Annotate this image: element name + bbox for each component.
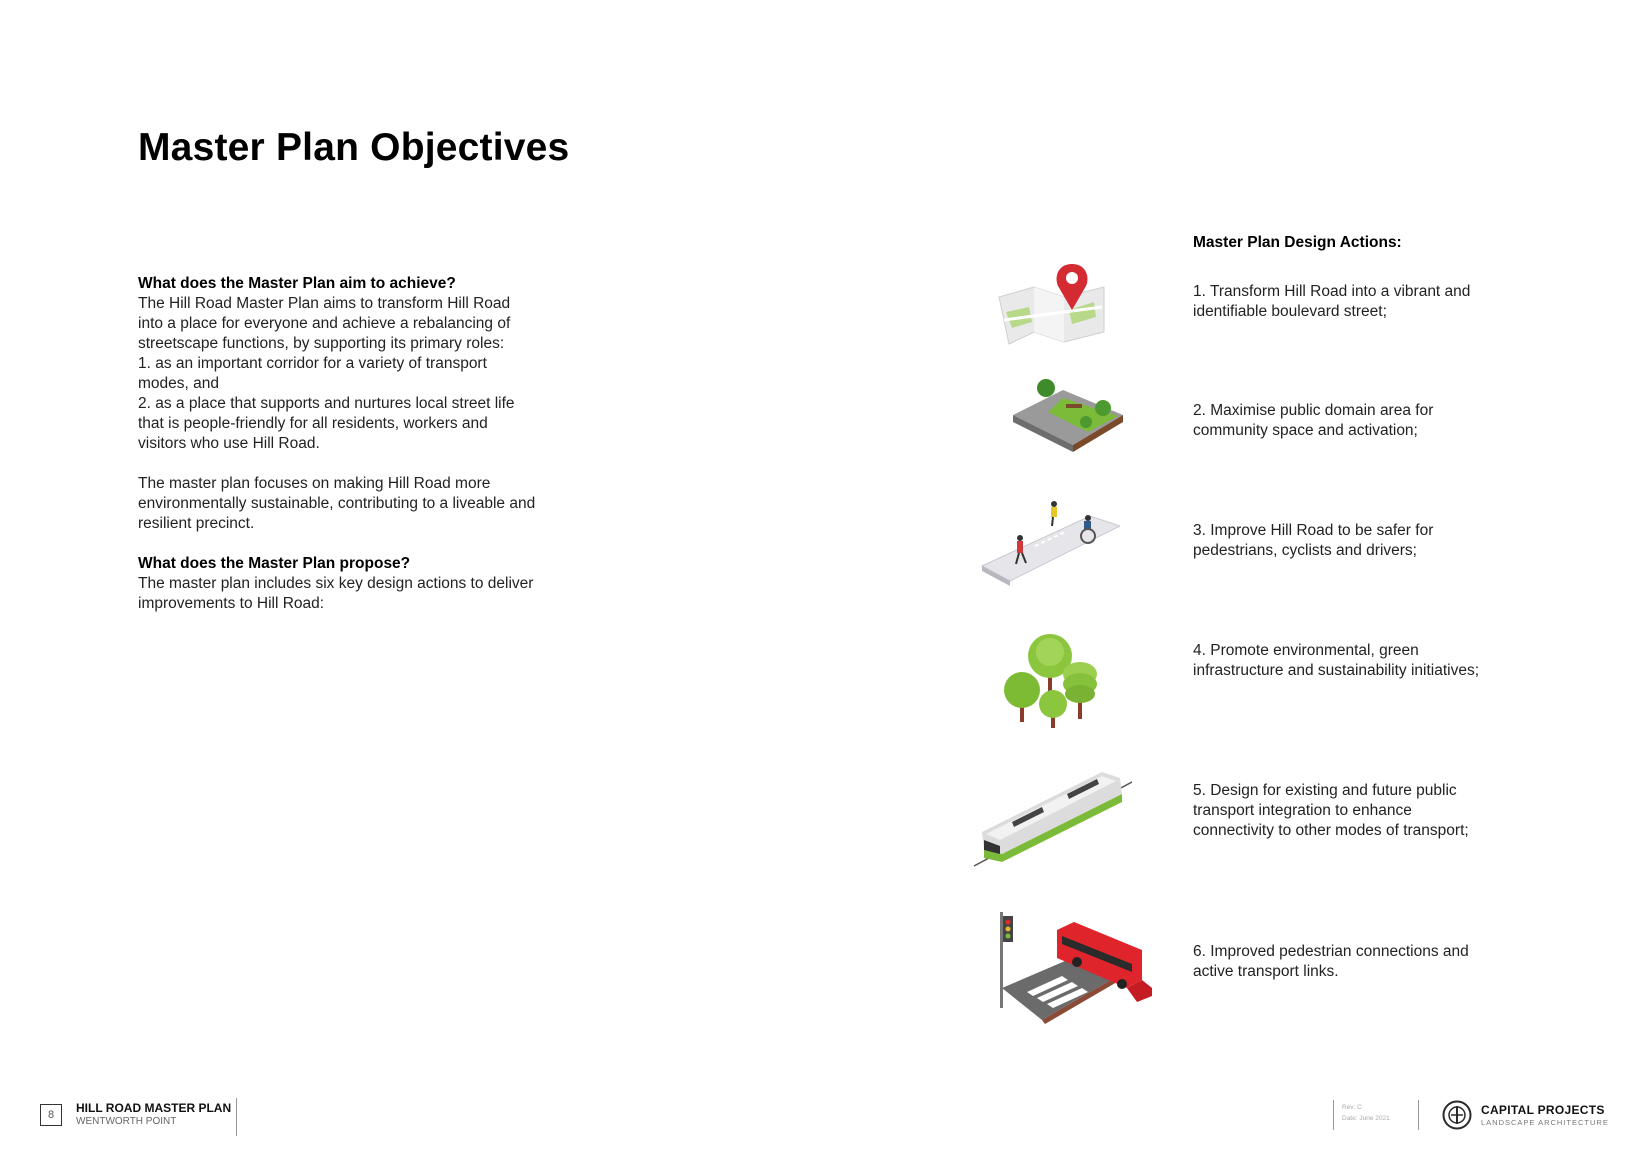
action-item-5: 5. Design for existing and future public transport integration to enhance connectivity to other modes of transport; bbox=[1193, 782, 1469, 839]
action-item-2: 2. Maximise public domain area for community space and activation; bbox=[1193, 402, 1434, 439]
revision: Rev: C bbox=[1342, 1104, 1362, 1111]
footer-divider bbox=[1418, 1100, 1419, 1130]
action-item-6: 6. Improved pedestrian connections and active transport links. bbox=[1193, 943, 1469, 980]
capital-projects-logo-icon bbox=[1442, 1100, 1472, 1130]
intro-section bbox=[138, 274, 538, 614]
project-location: WENTWORTH POINT bbox=[76, 1116, 177, 1127]
light-rail-icon bbox=[972, 762, 1132, 872]
intro-propose-text: The master plan includes six key design actions to deliver improvements to Hill Road: bbox=[138, 575, 534, 612]
page-title: Master Plan Objectives bbox=[138, 126, 570, 169]
intro-heading-propose: What does the Master Plan propose? bbox=[138, 555, 411, 572]
project-name: HILL ROAD MASTER PLAN bbox=[76, 1101, 232, 1115]
intro-paragraph: The Hill Road Master Plan aims to transform Hill Road into a place for everyone and achieve a rebalancing of streetscape functions, by supporting its primary roles: bbox=[138, 295, 511, 352]
org-subtitle: LANDSCAPE ARCHITECTURE bbox=[1481, 1118, 1609, 1127]
action-item-3: 3. Improve Hill Road to be safer for pedestrians, cyclists and drivers; bbox=[1193, 522, 1434, 559]
map-pin-icon bbox=[994, 262, 1114, 352]
intro-role-1: 1. as an important corridor for a variety of transport modes, and bbox=[138, 355, 487, 392]
pedestrians-icon bbox=[980, 496, 1120, 591]
org-name: CAPITAL PROJECTS bbox=[1481, 1103, 1605, 1117]
intro-heading-achieve: What does the Master Plan aim to achieve? bbox=[138, 275, 456, 292]
intro-sustainability: The master plan focuses on making Hill Road more environmentally sustainable, contributing to a liveable and resilient precinct. bbox=[138, 475, 536, 532]
park-plaza-icon bbox=[1008, 370, 1128, 460]
action-item-4: 4. Promote environmental, green infrastructure and sustainability initiatives; bbox=[1193, 642, 1480, 679]
page-number: 8 bbox=[40, 1104, 62, 1126]
footer-divider bbox=[236, 1098, 237, 1136]
actions-heading: Master Plan Design Actions: bbox=[1193, 234, 1402, 251]
intro-role-2: 2. as a place that supports and nurtures local street life that is people-friendly for all residents, workers and visitors who use Hill Road. bbox=[138, 395, 515, 452]
trees-icon bbox=[1000, 634, 1110, 734]
action-item-1: 1. Transform Hill Road into a vibrant and identifiable boulevard street; bbox=[1193, 283, 1471, 320]
bus-crossing-icon bbox=[992, 910, 1162, 1030]
issue-date: Date: June 2021 bbox=[1342, 1115, 1390, 1122]
footer-divider bbox=[1333, 1100, 1334, 1130]
